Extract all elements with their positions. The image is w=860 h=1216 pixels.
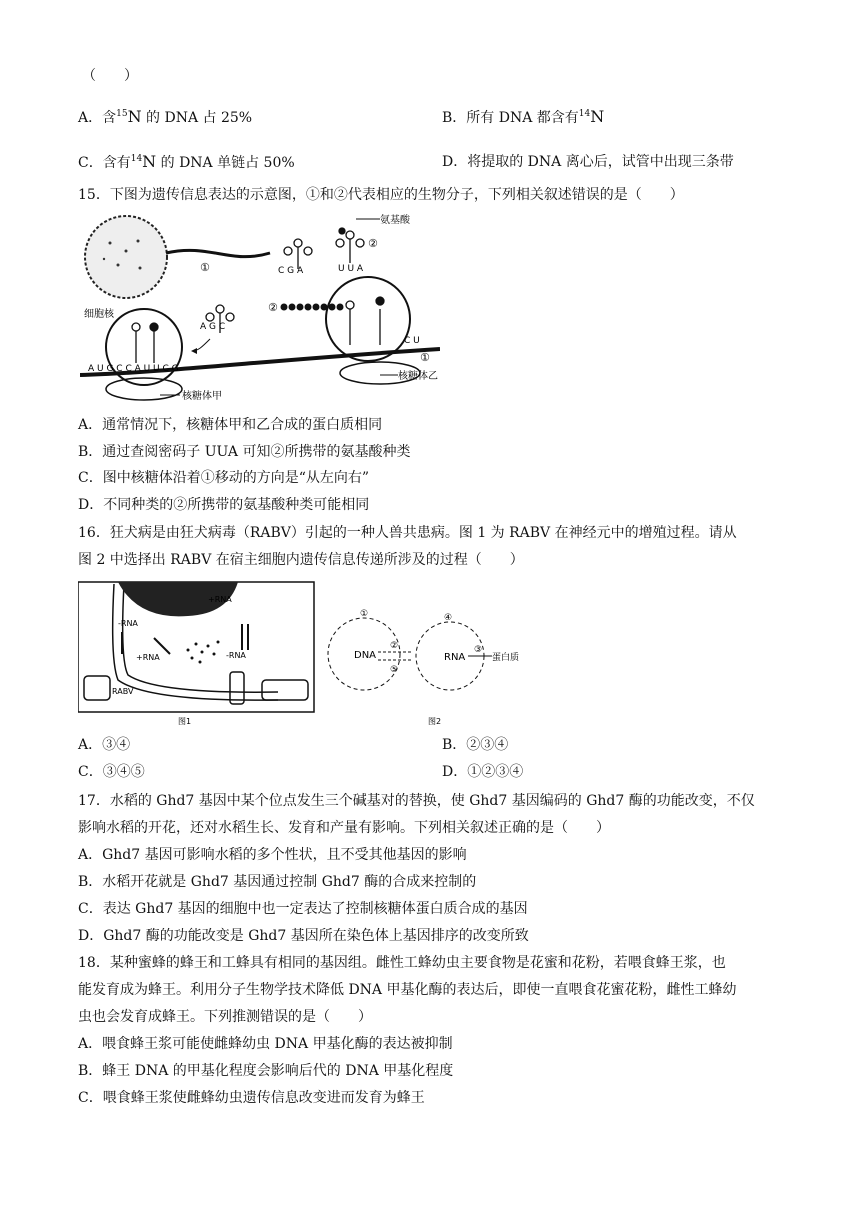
trna-arrow [192, 339, 210, 351]
q15-option-d[interactable]: D．不同种类的②所携带的氨基酸种类可能相同 [78, 497, 370, 513]
option-label: D． [442, 154, 468, 170]
amino-acid-label: 氨基酸 [380, 215, 410, 226]
q14-option-a[interactable] [78, 107, 252, 128]
trna-free-2 [336, 228, 364, 263]
fig2-caption: 图2 [428, 717, 442, 726]
ribosome-b-label: 核糖体乙 [398, 371, 438, 382]
q18-stem-line-1: 18．某种蜜蜂的蜂王和工蜂具有相同的基因组。雌性工蜂幼虫主要食物是花蜜和花粉，若喂食蜂王浆，也 [78, 955, 726, 971]
q17-option-d[interactable]: D．Ghd7 酶的功能改变是 Ghd7 基因所在染色体上基因排序的改变所致 [78, 928, 529, 944]
element-symbol: N [590, 107, 605, 126]
option-text: 将提取的 DNA 离心后，试管中出现三条带 [467, 154, 734, 170]
q14-option-c[interactable] [78, 152, 295, 173]
fig1-caption: 图1 [178, 717, 192, 726]
process-3: ③ [474, 645, 483, 655]
process-5: ⑤ [390, 665, 399, 675]
q16-figure [78, 580, 520, 728]
isotope-mass: 14 [578, 109, 591, 119]
rna-coils [122, 624, 248, 654]
element-symbol: N [127, 107, 142, 126]
nucleus-shape [85, 216, 167, 298]
option-label: A． [78, 110, 103, 126]
process-1: ① [360, 609, 369, 619]
q16-stem-line-1: 16．狂犬病是由狂犬病毒（RABV）引起的一种人兽共患病。图 1 为 RABV 在神经元中的增殖过程。请从 [78, 525, 737, 541]
q17-option-b[interactable]: B．水稻开花就是 Ghd7 基因通过控制 Ghd7 酶的合成来控制的 [78, 874, 477, 890]
q15-figure [80, 213, 440, 407]
q15-option-c[interactable]: C．图中核糖体沿着①移动的方向是“从左向右” [78, 470, 370, 486]
q17-stem-line-1: 17．水稻的 Ghd7 基因中某个位点发生三个碱基对的替换，使 Ghd7 基因编码的 Ghd7 酶的功能改变，不仅 [78, 793, 755, 809]
option-label: B． [442, 110, 467, 126]
option-text: 含 [102, 110, 117, 126]
rna-label: RNA [444, 652, 466, 663]
q16-option-d[interactable]: D．①②③④ [442, 764, 524, 780]
q16-option-a[interactable]: A．③④ [78, 737, 131, 753]
q16-option-c[interactable]: C．③④⑤ [78, 764, 145, 780]
mrna-marker-1: ① [200, 261, 210, 274]
trna-marker-2: ② [368, 237, 378, 250]
rabv-label: RABV [112, 687, 134, 696]
option-text: 的 DNA 单链占 50% [156, 155, 295, 171]
option-text: 所有 DNA 都含有 [466, 110, 579, 126]
q18-option-c[interactable]: C．喂食蜂王浆使雌蜂幼虫遗传信息改变进而发育为蜂王 [78, 1090, 425, 1106]
polypeptide-chain [281, 304, 344, 311]
q14-option-b[interactable] [442, 107, 604, 128]
plus-rna-top: +RNA [208, 595, 232, 604]
q17-option-a[interactable]: A．Ghd7 基因可影响水稻的多个性状，且不受其他基因的影响 [78, 847, 467, 863]
protein-dots [187, 641, 220, 664]
ribosome-a-label: 核糖体甲 [182, 391, 222, 402]
q15-option-a[interactable]: A．通常情况下，核糖体甲和乙合成的蛋白质相同 [78, 417, 383, 433]
process-2: ② [390, 641, 399, 651]
isotope-mass: 15 [116, 109, 128, 119]
q18-option-a[interactable]: A．喂食蜂王浆可能使雌蜂幼虫 DNA 甲基化酶的表达被抑制 [78, 1036, 453, 1052]
virion-left [84, 676, 110, 700]
anticodon-text: C G A [278, 266, 304, 276]
mrna-marker-1b: ① [420, 351, 430, 364]
mrna-codons-right: C U [404, 336, 420, 346]
q15-stem: 15．下图为遗传信息表达的示意图，①和②代表相应的生物分子，下列相关叙述错误的是（ ） [78, 187, 684, 203]
minus-rna-right: -RNA [226, 651, 246, 660]
process-4: ④ [444, 613, 453, 623]
mrna-strand [166, 250, 270, 256]
anticodon-text: A G C [200, 322, 226, 332]
q16-stem-line-2: 图 2 中选择出 RABV 在宿主细胞内遗传信息传递所涉及的过程（ ） [78, 552, 524, 568]
nucleus-label: 细胞核 [84, 309, 114, 320]
isotope-mass: 14 [130, 154, 143, 164]
ribosome-b-trnas [346, 297, 384, 345]
option-text: 含有 [102, 155, 131, 171]
plus-rna-left: +RNA [136, 653, 160, 662]
q17-stem-line-2: 影响水稻的开花，还对水稻生长、发育和产量有影响。下列相关叙述正确的是（ ） [78, 820, 610, 836]
peptide-marker-2: ② [268, 301, 278, 314]
anticodon-text: U U A [338, 264, 364, 274]
translation-diagram [80, 213, 440, 407]
q18-stem-line-3: 虫也会发育成蜂王。下列推测错误的是（ ） [78, 1009, 372, 1025]
protein-label: 蛋白质 [492, 653, 520, 663]
option-text: 的 DNA 占 25% [141, 110, 253, 126]
mrna-codons-left: A U G C C A U U C G [88, 364, 179, 374]
ribosome-b-large [326, 277, 410, 361]
rabv-diagram [78, 580, 520, 728]
minus-rna-label: -RNA [118, 619, 138, 628]
trna-free-1 [284, 239, 312, 269]
q14-paren: （ ） [82, 68, 138, 84]
q15-option-b[interactable]: B．通过查阅密码子 UUA 可知②所携带的氨基酸种类 [78, 444, 411, 460]
dna-label: DNA [354, 650, 377, 661]
q17-option-c[interactable]: C．表达 Ghd7 基因的细胞中也一定表达了控制核糖体蛋白质合成的基因 [78, 901, 528, 917]
virion-released [262, 680, 308, 700]
q16-option-b[interactable]: B．②③④ [442, 737, 509, 753]
q14-option-d[interactable] [442, 152, 734, 172]
option-label: C． [78, 155, 103, 171]
element-symbol: N [142, 152, 157, 171]
q18-option-b[interactable]: B．蜂王 DNA 的甲基化程度会影响后代的 DNA 甲基化程度 [78, 1063, 454, 1079]
q18-stem-line-2: 能发育成为蜂王。利用分子生物学技术降低 DNA 甲基化酶的表达后，即使一直喂食花蜜花粉，雌性工蜂幼 [78, 982, 737, 998]
ribosome-a-trnas [132, 323, 158, 363]
ribosome-a-small [106, 378, 182, 400]
